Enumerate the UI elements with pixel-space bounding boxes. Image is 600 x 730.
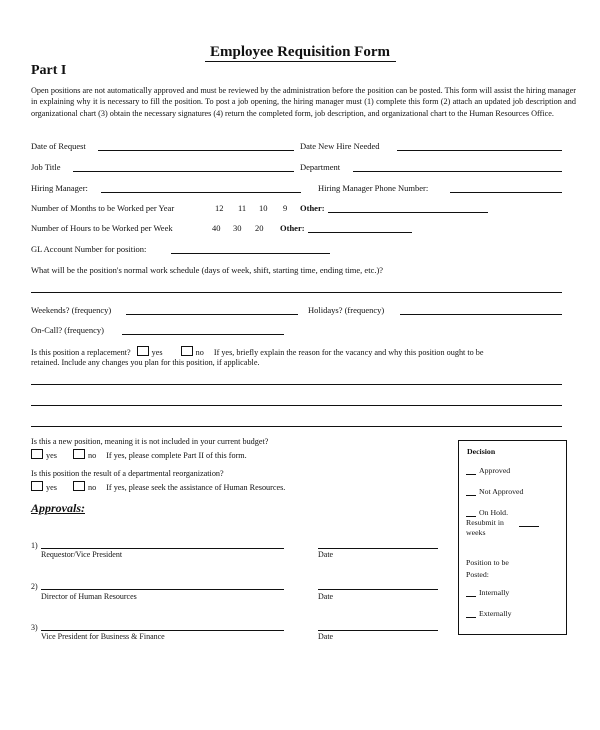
months-label: Number of Months to be Worked per Year [31,203,175,213]
internally-blank[interactable] [466,596,476,597]
externally-label: Externally [479,609,512,618]
department-label: Department [300,162,341,172]
signature-date-line[interactable] [318,630,438,631]
resubmit-weeks-blank[interactable] [519,526,539,527]
posted-question-2: Posted: [466,570,489,579]
signature-line[interactable] [41,630,284,631]
approvals-heading: Approvals: [31,501,85,515]
replacement-answer-line[interactable] [31,384,562,385]
hours-option[interactable]: 30 [233,223,242,233]
hours-option[interactable]: 40 [212,223,221,233]
gl-account-field[interactable] [171,253,330,254]
date-new-hire-label: Date New Hire Needed [300,141,380,151]
department-field[interactable] [353,171,562,172]
signature-line[interactable] [41,589,284,590]
date-of-request-label: Date of Request [31,141,86,151]
on-hold-blank[interactable] [466,516,476,517]
hours-option[interactable]: 20 [255,223,264,233]
hours-label: Number of Hours to be Worked per Week [31,223,173,233]
replacement-yes-checkbox[interactable] [137,346,149,356]
reorg-no-label: no [87,483,97,492]
form-title: Employee Requisition Form [210,44,390,60]
new-position-yes-checkbox[interactable] [31,449,43,459]
new-position-no-label: no [87,451,97,460]
signer-number: 1) [31,541,38,550]
replacement-explain-2: retained. Include any changes you plan for this position, if applicable. [31,358,260,367]
intro-paragraph: Open positions are not automatically approved and must be reviewed by the administration before the position can be posted. This form will assist the hiring manager in explaining why it is necessary to fill the position. To post a job opening, the hiring manager must (1) complete this form (2) attach an updated job description and organizational chart (3) obtain the necessary signatures (4) return the completed form, job description, and organizational chart to the Human Resources Office. [31,86,576,118]
weekends-field[interactable] [126,314,298,315]
resubmit-label: Resubmit in [466,518,504,527]
schedule-answer-line[interactable] [31,292,562,293]
hiring-manager-field[interactable] [101,192,301,193]
weeks-label: weeks [466,528,486,537]
hours-other-label: Other: [280,223,305,233]
months-option[interactable]: 12 [215,203,224,213]
gl-account-label: GL Account Number for position: [31,244,147,254]
signer-number: 2) [31,582,38,591]
oncall-field[interactable] [122,334,284,335]
months-option[interactable]: 10 [259,203,268,213]
oncall-label: On-Call? (frequency) [31,325,104,335]
date-label: Date [318,592,334,601]
job-title-label: Job Title [31,162,61,172]
reorg-yes-label: yes [46,483,57,492]
holidays-label: Holidays? (frequency) [308,305,385,315]
reorg-no-checkbox[interactable] [73,481,85,491]
decision-heading: Decision [467,447,496,456]
posted-question: Position to be [466,558,509,567]
replacement-yes-label: yes [151,348,163,357]
replacement-no-checkbox[interactable] [181,346,193,356]
replacement-explain: If yes, briefly explain the reason for the vacancy and why this position ought to be [213,348,484,357]
replacement-question: Is this position a replacement? [31,348,131,357]
job-title-field[interactable] [73,171,294,172]
approved-blank[interactable] [466,474,476,475]
on-hold-label: On Hold. [479,508,509,517]
replacement-no-label: no [195,348,204,357]
not-approved-blank[interactable] [466,495,476,496]
externally-blank[interactable] [466,617,476,618]
hiring-manager-label: Hiring Manager: [31,183,88,193]
replacement-answer-line[interactable] [31,405,562,406]
date-label: Date [318,550,334,559]
months-other-field[interactable] [328,212,488,213]
internally-label: Internally [479,588,510,597]
reorg-yes-checkbox[interactable] [31,481,43,491]
schedule-question: What will be the position's normal work schedule (days of week, shift, starting time, ending time, etc.)? [31,265,384,275]
reorg-question: Is this position the result of a departmental reorganization? [31,469,224,478]
new-position-note: If yes, please complete Part II of this form. [106,451,247,460]
date-of-request-field[interactable] [98,150,294,151]
reorg-note: If yes, please seek the assistance of Human Resources. [106,483,286,492]
hours-other-field[interactable] [308,232,412,233]
hiring-manager-phone-field[interactable] [450,192,562,193]
replacement-row [31,346,484,357]
date-label: Date [318,632,334,641]
months-other-label: Other: [300,203,325,213]
signer-title: Requestor/Vice President [41,550,123,559]
new-position-row [31,449,247,460]
signer-number: 3) [31,623,38,632]
decision-box [458,440,567,635]
title-underline [205,61,396,62]
signer-title: Vice President for Business & Finance [41,632,165,641]
signature-line[interactable] [41,548,284,549]
signer-title: Director of Human Resources [41,592,137,601]
holidays-field[interactable] [400,314,562,315]
reorg-row [31,481,285,492]
hiring-manager-phone-label: Hiring Manager Phone Number: [318,183,429,193]
new-position-question: Is this a new position, meaning it is not included in your current budget? [31,437,269,446]
not-approved-label: Not Approved [479,487,524,496]
part-heading: Part I [31,63,67,78]
signature-date-line[interactable] [318,548,438,549]
date-new-hire-field[interactable] [397,150,562,151]
months-option[interactable]: 9 [283,203,288,213]
replacement-answer-line[interactable] [31,426,562,427]
months-option[interactable]: 11 [238,203,247,213]
new-position-no-checkbox[interactable] [73,449,85,459]
weekends-label: Weekends? (frequency) [31,305,112,315]
signature-date-line[interactable] [318,589,438,590]
approved-label: Approved [479,466,511,475]
new-position-yes-label: yes [46,451,57,460]
